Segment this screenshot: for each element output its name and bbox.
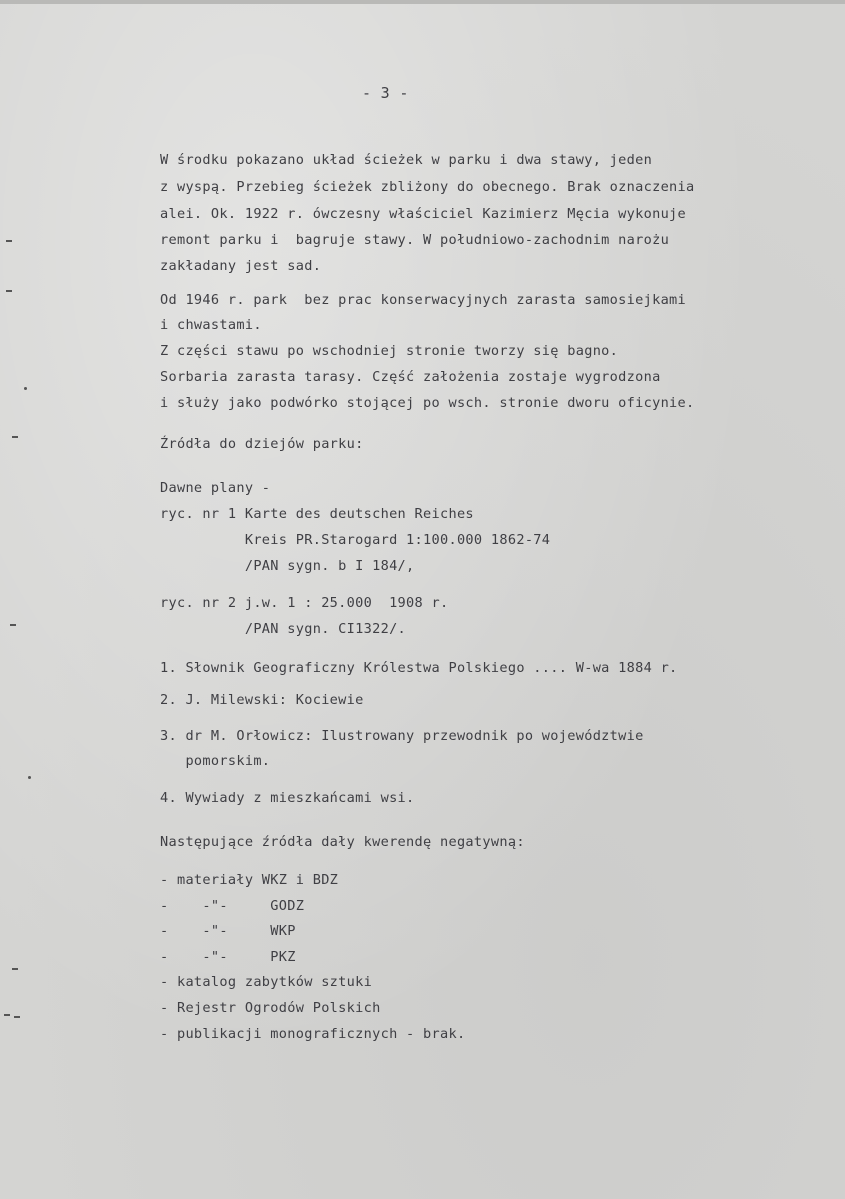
- margin-mark: [14, 1016, 20, 1018]
- paragraph-2-line-1: Od 1946 r. park bez prac konserwacyjnych zarasta samosiejkami: [160, 292, 687, 308]
- paragraph-1-line-3: alei. Ok. 1922 r. ówczesny właściciel Kazimierz Męcia wykonuje: [160, 206, 687, 222]
- figure-2-line-1: ryc. nr 2 j.w. 1 : 25.000 1908 r.: [160, 595, 449, 611]
- negative-results-heading: Następujące źródła dały kwerendę negatywną:: [160, 834, 525, 850]
- margin-speck: [28, 776, 31, 779]
- margin-mark: [12, 968, 18, 970]
- negative-list-item: - -"- WKP: [160, 923, 296, 939]
- source-4: 4. Wywiady z mieszkańcami wsi.: [160, 790, 415, 806]
- paragraph-2-line-5: i służy jako podwórko stojącej po wsch. stronie dworu oficynie.: [160, 395, 695, 411]
- negative-list-item: - publikacji monograficznych - brak.: [160, 1026, 466, 1042]
- margin-speck: [24, 387, 27, 390]
- sources-heading: Źródła do dziejów parku:: [160, 436, 364, 452]
- paragraph-1-line-5: zakładany jest sad.: [160, 258, 322, 274]
- margin-mark: [4, 1014, 10, 1016]
- negative-list-item: - katalog zabytków sztuki: [160, 974, 373, 990]
- source-3-line-2: pomorskim.: [160, 753, 271, 769]
- paragraph-1-line-2: z wyspą. Przebieg ścieżek zbliżony do obecnego. Brak oznaczenia: [160, 179, 695, 195]
- old-plans-heading: Dawne plany -: [160, 480, 271, 496]
- source-1: 1. Słownik Geograficzny Królestwa Polskiego .... W-wa 1884 r.: [160, 660, 678, 676]
- figure-1-line-3: /PAN sygn. b I 184/,: [160, 558, 415, 574]
- paragraph-2-line-2: i chwastami.: [160, 317, 262, 333]
- margin-mark: [6, 240, 12, 242]
- negative-list-item: - Rejestr Ogrodów Polskich: [160, 1000, 381, 1016]
- source-3-line-1: 3. dr M. Orłowicz: Ilustrowany przewodnik po województwie: [160, 728, 644, 744]
- paragraph-2-line-4: Sorbaria zarasta tarasy. Część założenia zostaje wygrodzona: [160, 369, 661, 385]
- figure-1-line-2: Kreis PR.Starogard 1:100.000 1862-74: [160, 532, 551, 548]
- paragraph-2-line-3: Z części stawu po wschodniej stronie tworzy się bagno.: [160, 343, 619, 359]
- paragraph-1-line-1: W środku pokazano układ ścieżek w parku i dwa stawy, jeden: [160, 152, 653, 168]
- source-2: 2. J. Milewski: Kociewie: [160, 692, 364, 708]
- negative-list-item: - -"- PKZ: [160, 949, 296, 965]
- margin-mark: [6, 290, 12, 292]
- document-page: [0, 4, 845, 1199]
- figure-1-line-1: ryc. nr 1 Karte des deutschen Reiches: [160, 506, 474, 522]
- negative-list-item: - -"- GODZ: [160, 898, 305, 914]
- page-number: - 3 -: [362, 84, 409, 102]
- margin-mark: [10, 624, 16, 626]
- figure-2-line-2: /PAN sygn. CI1322/.: [160, 621, 407, 637]
- paragraph-1-line-4: remont parku i bagruje stawy. W południowo-zachodnim narożu: [160, 232, 670, 248]
- margin-mark: [12, 436, 18, 438]
- negative-list-item: - materiały WKZ i BDZ: [160, 872, 339, 888]
